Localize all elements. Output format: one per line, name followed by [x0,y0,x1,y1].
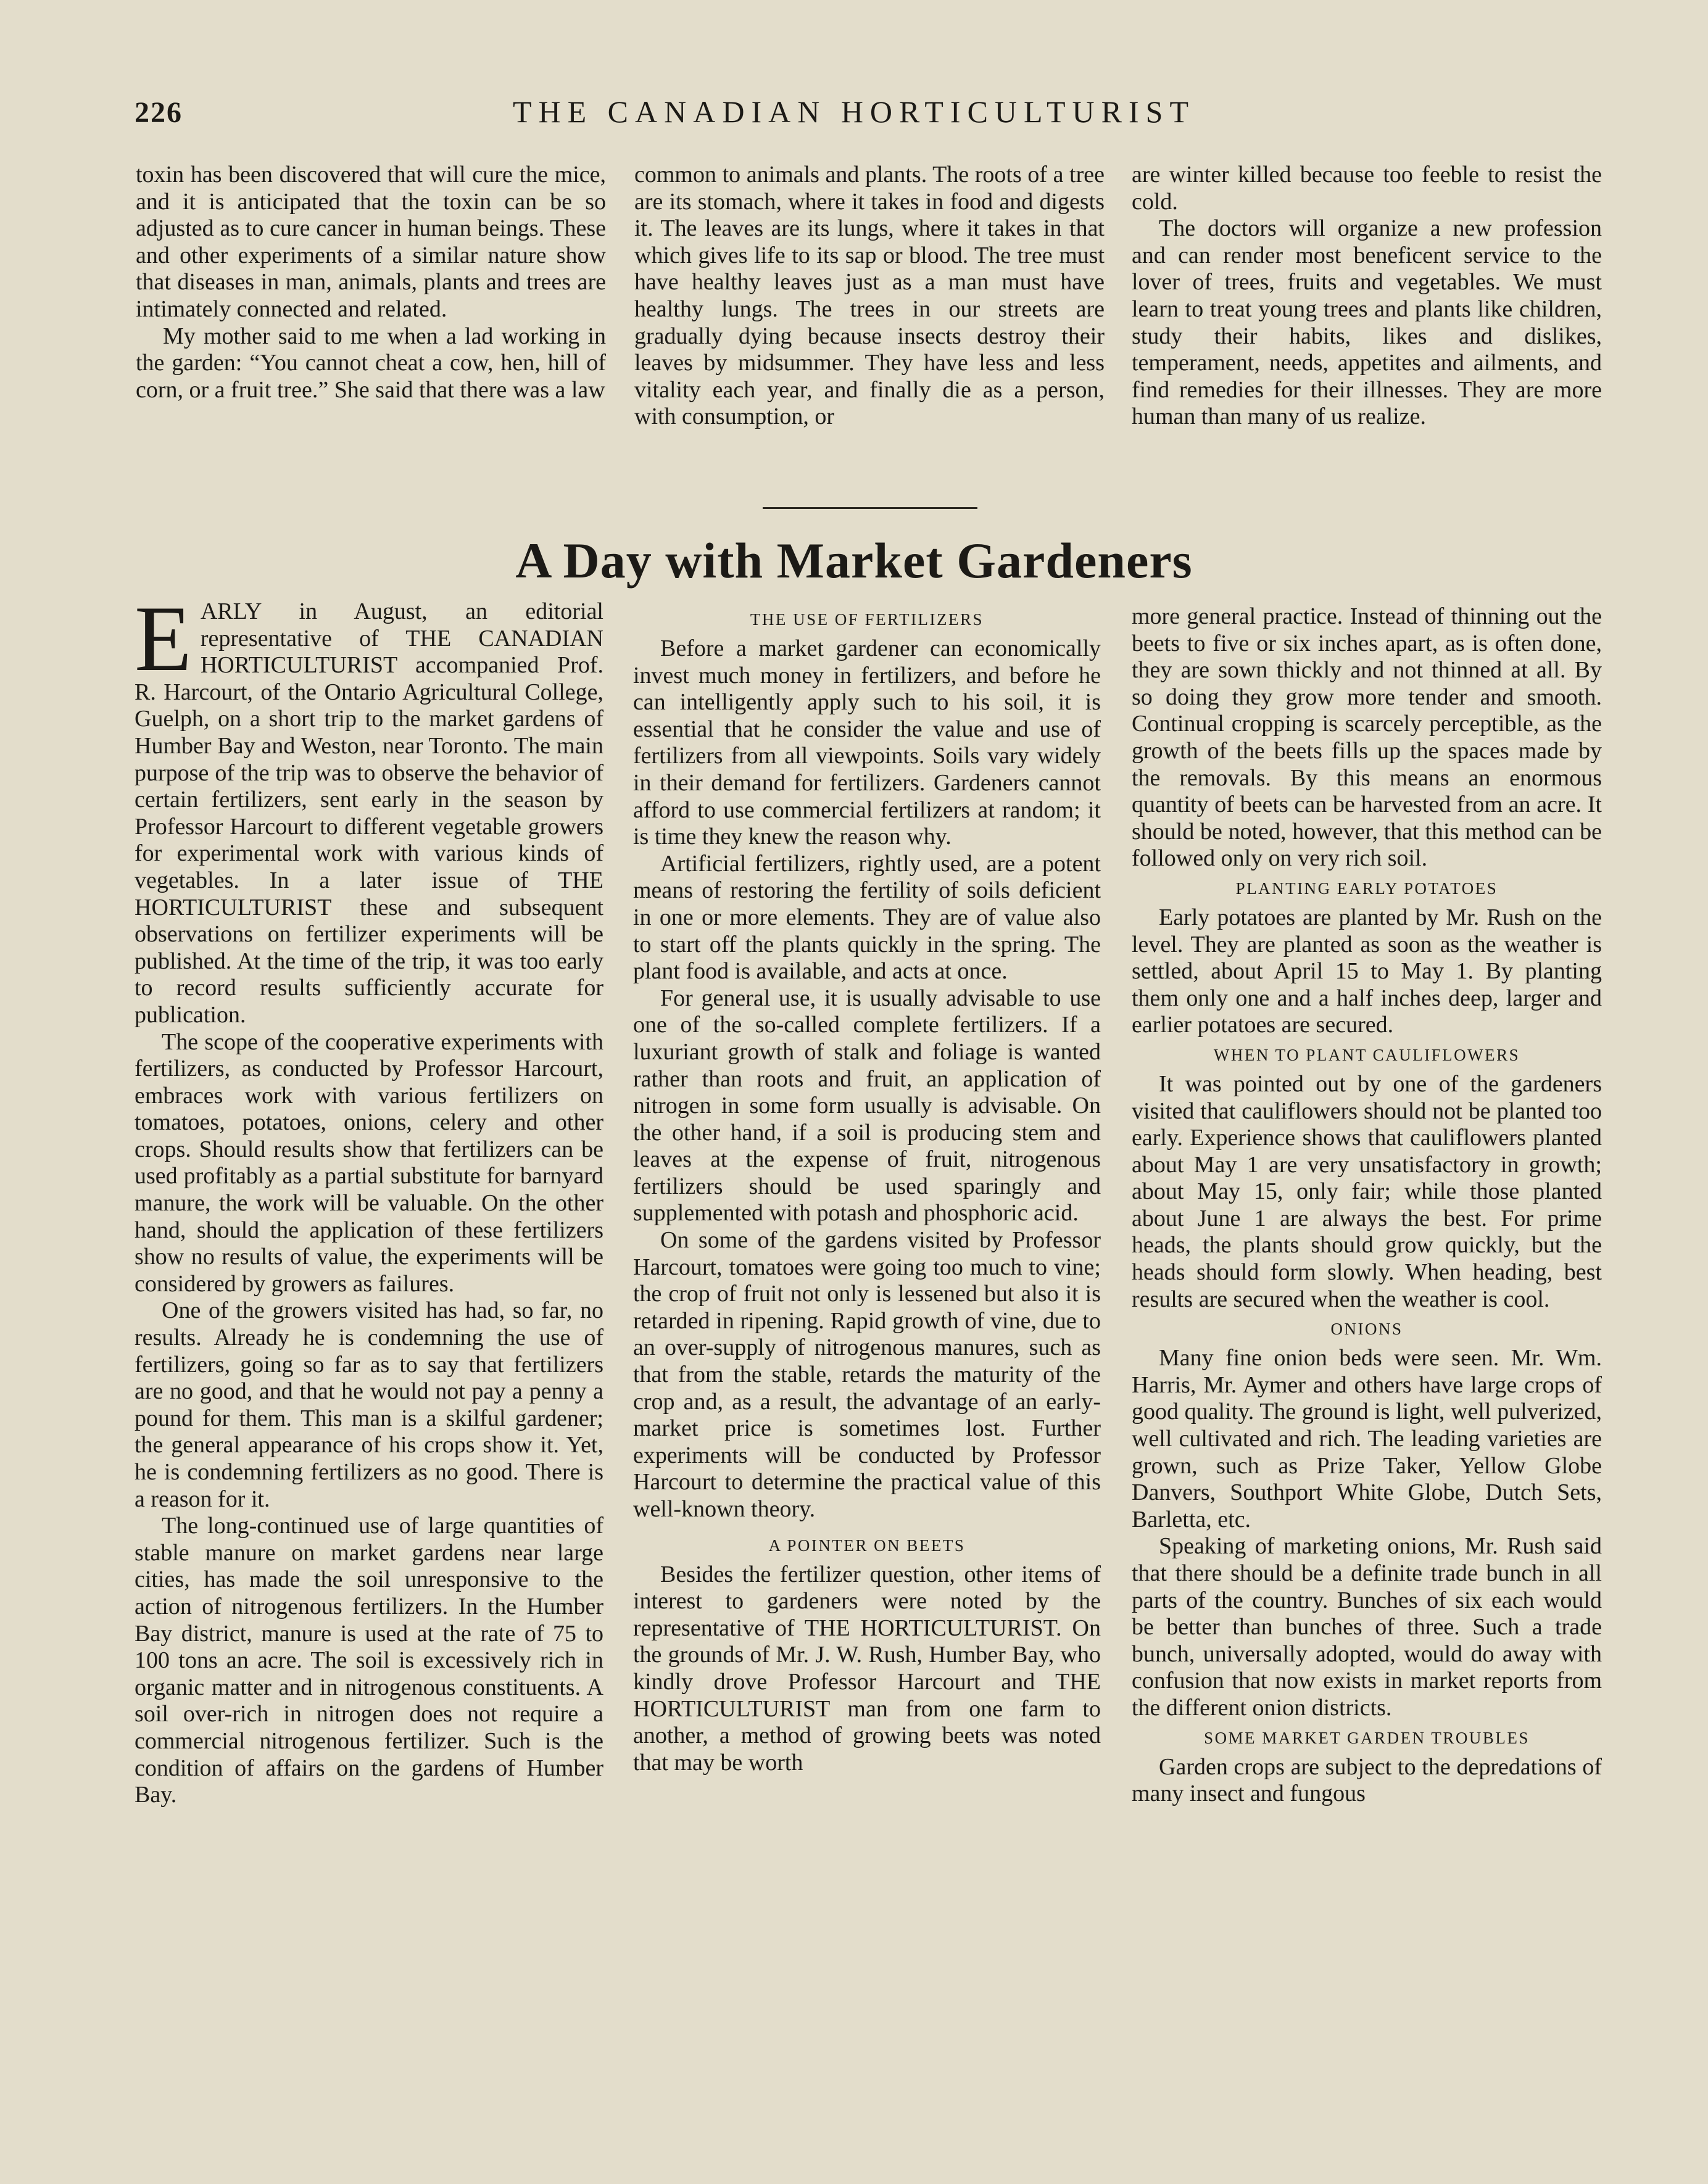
paragraph: more general practice. Instead of thinning out the beets to five or six inches apart, as is often done, they are sown thickly and not thinned at all. By so doing they grow more tender and smooth. Continual cropping is scarcely perceptible, as the growth of the beets fills up the spaces made by the removals. By this means an enormous quantity of beets can be harvested from an acre. It should be noted, however, that this method can be followed only on very rich soil. [1132,603,1602,872]
section-heading: PLANTING EARLY POTATOES [1235,879,1498,898]
top-column-1 [136,162,606,403]
paragraph: Early potatoes are planted by Mr. Rush on the level. They are planted as soon as the weather is settled, about April 15 to May 1. By planting them only one and a half inches deep, larger and earlier potatoes are secured. [1132,904,1602,1038]
section-divider [763,507,977,509]
article-column-2 [633,603,1101,1776]
article-column-1 [135,587,603,1809]
section-heading: THE USE OF FERTILIZERS [750,610,984,629]
paragraph: For general use, it is usually advisable to use one of the so-called complete fertilizers. If a luxuriant growth of stalk and foliage is wanted rather than roots and fruit, an application of nitrogen in some form usually is advisable. On the other hand, if a soil is producing stem and leaves at the expense of fruit, nitrogenous fertilizers should be used sparingly and supplemented with potash and phosphoric acid. [633,985,1101,1226]
paragraph: My mother said to me when a lad working in the garden: “You cannot cheat a cow, hen, hill of corn, or a fruit tree.” She said that there was a law [136,323,606,403]
paragraph: The scope of the cooperative experiments with fertilizers, as conducted by Professor Harcourt, embraces work with various fertilizers on tomatoes, potatoes, onions, celery and other crops. Should results show that fertilizers can be used profitably as a partial substitute for barnyard manure, the work will be valuable. On the other hand, should the application of these fertilizers show no results of value, the experiments will be considered by growers as failures. [135,1028,603,1297]
paragraph: Many fine onion beds were seen. Mr. Wm. Harris, Mr. Aymer and others have large crops of good quality. The ground is light, well pulverized, well cultivated and rich. The leading varieties are grown, such as Prize Taker, Yellow Globe Danvers, Southport White Globe, Dutch Sets, Barletta, etc. [1132,1345,1602,1533]
paragraph: common to animals and plants. The roots of a tree are its stomach, where it takes in food and digests it. The leaves are its lungs, where it takes in that which gives life to its sap or blood. The tree must have healthy leaves just as a man must have healthy lungs. The trees in our streets are gradually dying because insects destroy their leaves by midsummer. They have less and less vitality each year, and finally die as a person, with consumption, or [634,162,1105,430]
section-heading: A POINTER ON BEETS [768,1536,966,1555]
paragraph: are winter killed because too feeble to resist the cold. [1132,162,1602,215]
paragraph: One of the growers visited has had, so far, no results. Already he is condemning the use of fertilizers, going so far as to say that fertilizers are no good, and that he would not pay a penny a pound for them. This man is a skilful gardener; the general appearance of his crops show it. Yet, he is condemning fertilizers as no good. There is a reason for it. [135,1297,603,1512]
paragraph: It was pointed out by one of the gardeners visited that cauliflowers should not be planted too early. Experience shows that cauliflowers planted about May 1 are very unsatisfactory in growth; about May 15, only fair; while those planted about June 1 are always the best. For prime heads, the plants should grow quickly, but the heads should form slowly. When heading, best results are secured when the weather is cool. [1132,1070,1602,1312]
opening-text: ARLY in August, an editorial representative of THE CANADIAN HORTICULTURIST accompanied Prof. R. Harcourt, of the Ontario Agricultural College, Guelph, on a short trip to the market gardens of Humber Bay and Weston, near Toronto. The main purpose of the trip was to observe the behavior of certain fertilizers, sent early in the season by Professor Harcourt to different vegetable growers for experimental work with various kinds of vegetables. In a later issue of THE HORTICULTURIST these and subsequent observations on fertilizer experiments will be published. At the time of the trip, it was too early to record results sufficiently accurate for publication. [135,598,603,1028]
article-column-3 [1132,603,1602,1808]
paragraph: Before a market gardener can economically invest much money in fertilizers, and before he can intelligently apply such to his soil, it is essential that he consider the value and use of fertilizers from all viewpoints. Soils vary widely in their demand for fertilizers. Gardeners cannot afford to use commercial fertilizers at random; it is time they knew the reason why. [633,635,1101,850]
section-heading: WHEN TO PLANT CAULIFLOWERS [1213,1045,1520,1064]
paragraph: Garden crops are subject to the depredations of many insect and fungous [1132,1753,1602,1807]
paragraph: Artificial fertilizers, rightly used, are a potent means of restoring the fertility of soils deficient in one or more elements. They are of value also to start off the plants quickly in the spring. The plant food is available, and acts at once. [633,850,1101,985]
drop-cap: E [135,587,192,690]
opening-paragraph [135,587,603,1029]
top-column-2 [634,162,1105,431]
paragraph: The doctors will organize a new profession and can render most beneficent service to the lover of trees, fruits and vegetables. We must learn to treat young trees and plants like children, study their habits, likes and dislikes, temperament, needs, appetites and ailments, and find remedies for their illnesses. They are more human than many of us realize. [1132,215,1602,430]
paragraph: Speaking of marketing onions, Mr. Rush said that there should be a definite trade bunch in all parts of the country. Bunches of six each would be better than bunches of three. Such a trade bunch, universally adopted, would do away with confusion that now exists in market reports from the different onion districts. [1132,1533,1602,1721]
paragraph: toxin has been discovered that will cure the mice, and it is anticipated that the toxin can be so adjusted as to cure cancer in human beings. These and other experiments of a similar nature show that diseases in man, animals, plants and trees are intimately connected and related. [136,162,606,322]
article-title: A Day with Market Gardeners [515,532,1193,589]
paragraph: Besides the fertilizer question, other items of interest to gardeners were noted by the representative of THE HORTICULTURIST. On the grounds of Mr. J. W. Rush, Humber Bay, who kindly drove Professor Harcourt and THE HORTICULTURIST man from one farm to another, a method of growing beets was noted that may be worth [633,1561,1101,1776]
section-heading: ONIONS [1330,1320,1403,1339]
page-number: 226 [135,96,183,129]
top-column-3 [1132,162,1602,431]
running-head: THE CANADIAN HORTICULTURIST [512,94,1195,129]
section-heading: SOME MARKET GARDEN TROUBLES [1204,1728,1530,1747]
paragraph: On some of the gardens visited by Professor Harcourt, tomatoes were going too much to vine; the crop of fruit not only is lessened but also it is retarded in ripening. Rapid growth of vine, due to an over-supply of nitrogenous manures, such as that from the stable, retards the maturity of the crop and, as a result, the advantage of an early-market price is sometimes lost. Further experiments will be conducted by Professor Harcourt to determine the practical value of this well-known theory. [633,1227,1101,1522]
paragraph: The long-continued use of large quantities of stable manure on market gardens near large cities, has made the soil unresponsive to the action of nitrogenous fertilizers. In the Humber Bay district, manure is used at the rate of 75 to 100 tons an acre. The soil is excessively rich in organic matter and in nitrogenous constituents. A soil over-rich in nitrogen does not require a commercial nitrogenous fertilizer. Such is the condition of affairs on the gardens of Humber Bay. [135,1513,603,1808]
